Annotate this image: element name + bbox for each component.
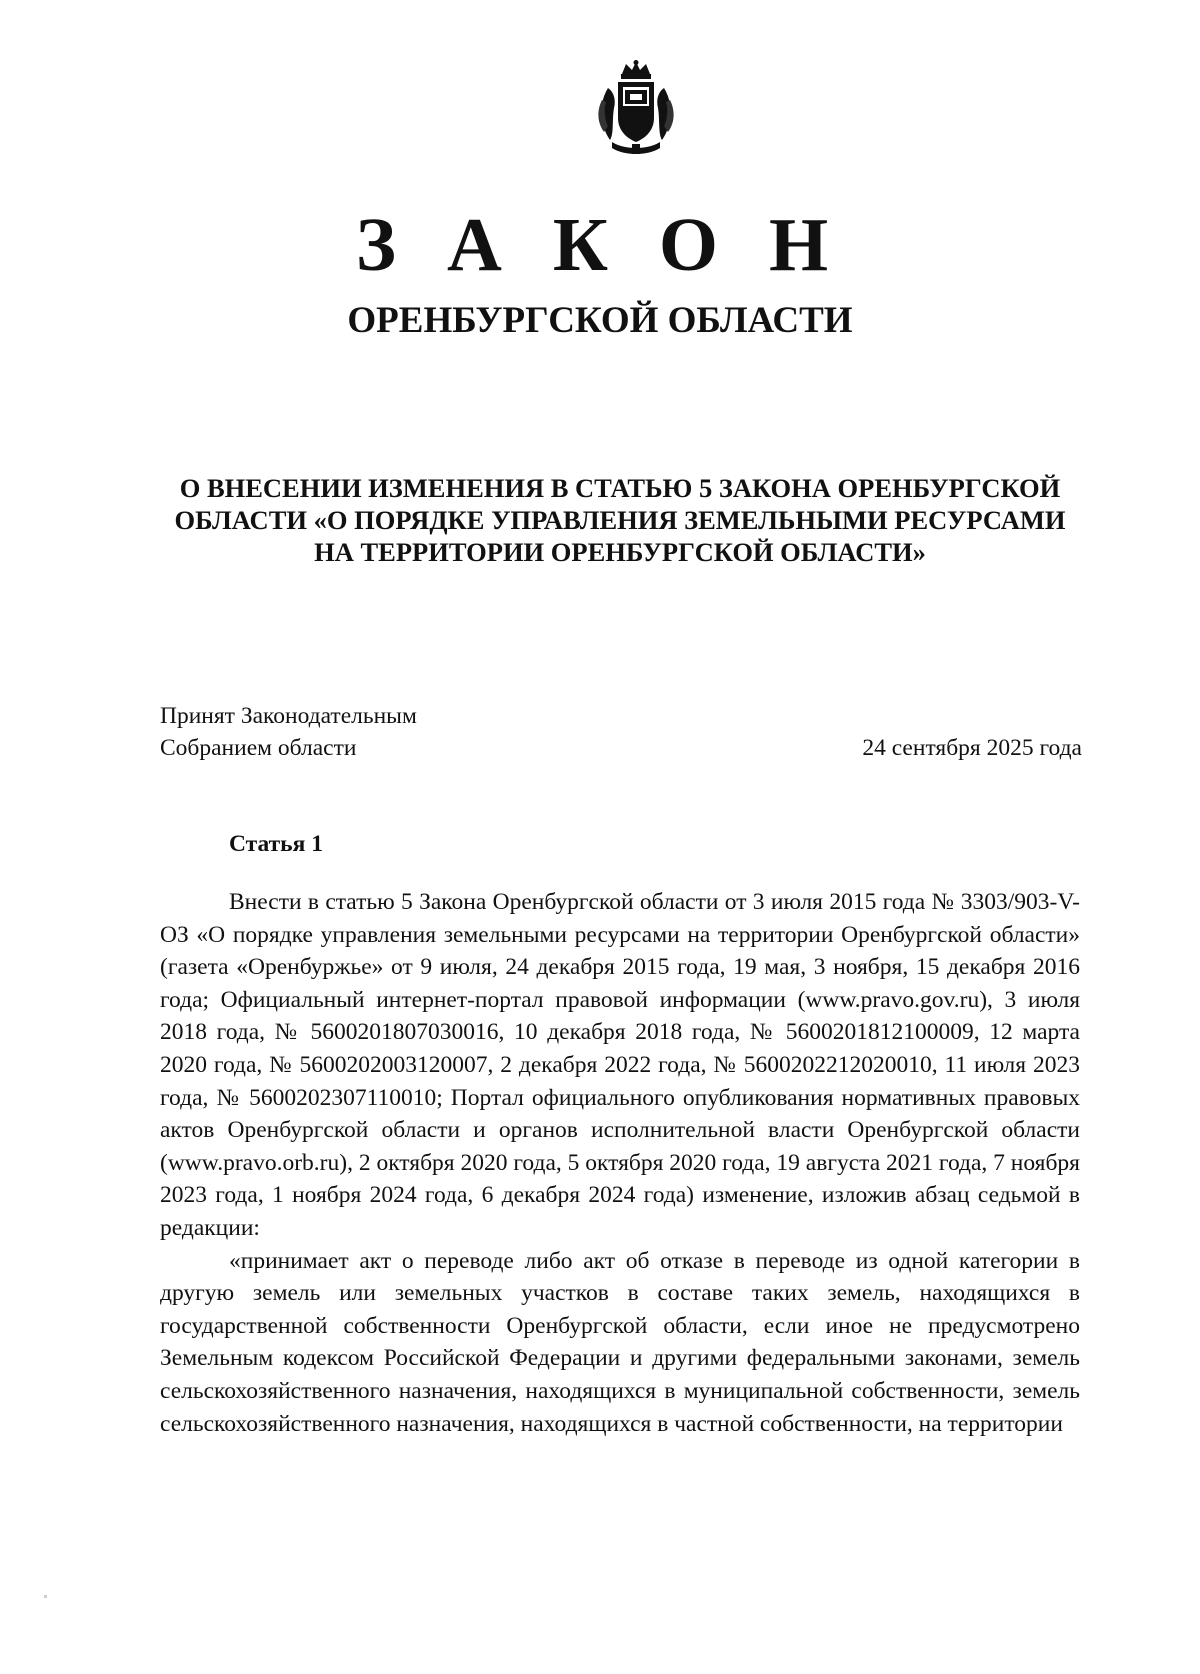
document-title: З А К О Н	[355, 203, 845, 287]
adoption-line-1: Принят Законодательным	[160, 703, 417, 729]
adoption-line-2: Собранием области	[160, 735, 357, 761]
adoption-statement	[160, 700, 417, 764]
article-body	[160, 886, 1080, 1440]
article-paragraph: «принимает акт о переводе либо акт об отказе в переводе из одной категории в другую земель или земельных участков в составе таких земель, находящихся в государственной собственности Оренбургской области, если иное не предусмотрено Земельным кодексом Российской Федерации и другими федеральными законами, земель сельскохозяйственного назначения, находящихся в муниципальной собственности, земель сельскохозяйственного назначения, находящихся в частной собственности, на территории	[160, 1247, 1080, 1437]
adoption-date: 24 сентября 2025 года	[862, 735, 1082, 761]
article-title: Статья 1	[229, 831, 323, 857]
scan-speck	[44, 1595, 47, 1598]
document-subtitle: ОРЕНБУРГСКОЙ ОБЛАСТИ	[347, 300, 853, 341]
article-paragraph: Внести в статью 5 Закона Оренбургской области от 3 июля 2015 года № 3303/903-V-ОЗ «О порядке управления земельными ресурсами на территории Оренбургской области» (газета «Оренбуржье» от 9 июля, 24 декабря 2015 года, 19 мая, 3 ноября, 15 декабря 2016 года; Официальный интернет-портал правовой информации (www.pravo.gov.ru), 3 июля 2018 года, № 5600201807030016, 10 декабря 2018 года, № 5600201812100009, 12 марта 2020 года, № 5600202003120007, 2 декабря 2022 года, № 5600202212020010, 11 июля 2023 года, № 5600202307110010; Портал официального опубликования нормативных правовых актов Оренбургской области и органов исполнительной власти Оренбургской области (www.pravo.orb.ru), 2 октября 2020 года, 5 октября 2020 года, 19 августа 2021 года, 7 ноября 2023 года, 1 ноября 2024 года, 6 декабря 2024 года) изменение, изложив абзац седьмой в редакции:	[160, 889, 1080, 1241]
coat-of-arms-icon	[594, 60, 678, 156]
law-heading: О ВНЕСЕНИИ ИЗМЕНЕНИЯ В СТАТЬЮ 5 ЗАКОНА ОРЕНБУРГСКОЙ ОБЛАСТИ «О ПОРЯДКЕ УПРАВЛЕНИЯ ЗЕМЕЛЬНЫМИ РЕСУРСАМИ НА ТЕРРИТОРИИ ОРЕНБУРГСКОЙ ОБЛАСТИ»	[174, 473, 1066, 567]
